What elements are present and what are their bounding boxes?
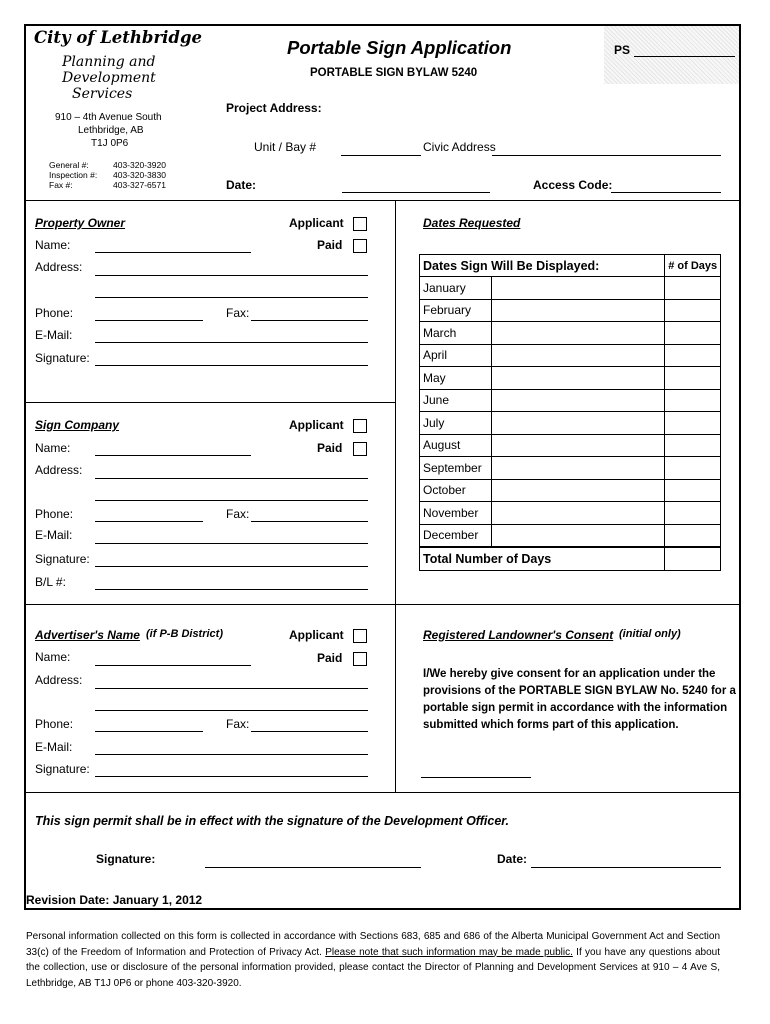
table-row [420,277,721,300]
date-field[interactable] [342,192,490,193]
owner-phone-field[interactable] [95,320,203,321]
dates-entry-cell[interactable] [491,367,665,390]
consent-note: (initial only) [619,628,681,640]
civic-address-label: Civic Address [423,140,496,154]
owner-name-label: Name: [35,238,71,252]
consent-line-2: provisions of the PORTABLE SIGN BYLAW No. 5240 for a [423,685,736,697]
consent-line-1: I/We hereby give consent for an application under the [423,668,716,680]
owner-paid-checkbox[interactable] [353,239,367,253]
month-cell: January [420,277,492,300]
month-cell: August [420,434,492,457]
date-label: Date: [226,178,257,192]
company-signature-label: Signature: [35,552,90,566]
table-row [420,322,721,345]
month-cell: February [420,299,492,322]
dates-entry-cell[interactable] [491,434,665,457]
owner-fax-label: Fax: [226,306,250,320]
owner-applicant-label: Applicant [289,216,344,230]
month-cell: November [420,502,492,525]
owner-email-field[interactable] [95,342,368,343]
days-entry-cell[interactable] [665,457,721,480]
phone-label-fax: Fax #: [49,180,73,190]
dates-entry-cell[interactable] [491,344,665,367]
total-label-cell: Total Number of Days [420,547,665,571]
company-address-label: Address: [35,463,83,477]
advertiser-phone-field[interactable] [95,731,203,732]
table-row [420,367,721,390]
privacy-notice-text-1: Personal information collected on this form is collected in accordance with Sections 683, 685 and 686 of the Alberta Municipal Government Act and Section 33(c) of the Freedom of Information and Protection of Privacy Act. [26,931,720,958]
dates-entry-cell[interactable] [491,277,665,300]
company-email-label: E-Mail: [35,528,73,542]
company-address-field-1[interactable] [95,478,368,479]
company-fax-field[interactable] [251,521,368,522]
company-signature-field[interactable] [95,566,368,567]
month-cell: September [420,457,492,480]
advertiser-phone-label: Phone: [35,717,74,731]
table-row [420,457,721,480]
officer-date-label: Date: [497,852,528,866]
consent-line-3: portable sign permit in accordance with the information [423,702,728,714]
phone-value-inspection: 403-320-3830 [113,170,166,180]
company-applicant-checkbox[interactable] [353,419,367,433]
advertiser-title: Advertiser's Name [35,628,140,642]
days-entry-cell[interactable] [665,479,721,502]
owner-address-field-1[interactable] [95,275,368,276]
days-entry-cell[interactable] [665,502,721,525]
dates-entry-cell[interactable] [491,524,665,547]
owner-paid-label: Paid [317,238,343,252]
dates-entry-cell[interactable] [491,322,665,345]
month-cell: March [420,322,492,345]
access-code-field[interactable] [611,192,721,193]
advertiser-applicant-label: Applicant [289,628,344,642]
table-row [420,412,721,435]
owner-signature-field[interactable] [95,365,368,366]
dates-entry-cell[interactable] [491,457,665,480]
property-owner-title: Property Owner [35,216,126,230]
total-entry-cell[interactable] [665,547,721,571]
company-fax-label: Fax: [226,507,250,521]
phone-value-general: 403-320-3920 [113,160,166,170]
days-entry-cell[interactable] [665,322,721,345]
table-row [420,344,721,367]
ps-label: PS [614,43,631,57]
dates-requested-title: Dates Requested [423,216,521,230]
month-cell: June [420,389,492,412]
owner-email-label: E-Mail: [35,328,73,342]
company-bl-label: B/L #: [35,575,66,589]
officer-date-field[interactable] [531,867,721,868]
table-row [420,479,721,502]
days-entry-cell[interactable] [665,344,721,367]
section-divider-footer [24,792,741,793]
company-phone-field[interactable] [95,521,203,522]
company-address-field-2[interactable] [95,500,368,501]
dates-entry-cell[interactable] [491,299,665,322]
advertiser-name-label: Name: [35,650,71,664]
owner-address-field-2[interactable] [95,297,368,298]
privacy-notice-underlined: Please note that such information may be made public. [325,946,573,958]
company-name-field[interactable] [95,455,251,456]
unit-bay-field[interactable] [341,155,421,156]
month-cell: December [420,524,492,547]
advertiser-name-field[interactable] [95,665,251,666]
form-title: Portable Sign Application [287,37,512,58]
officer-signature-label: Signature: [96,852,156,866]
company-name-label: Name: [35,441,71,455]
total-row [420,547,721,571]
days-entry-cell[interactable] [665,277,721,300]
sign-company-title: Sign Company [35,418,120,432]
section-divider-owner [24,402,396,403]
project-address-label: Project Address: [226,101,322,115]
dates-entry-cell[interactable] [491,479,665,502]
phone-label-general: General #: [49,160,89,170]
month-cell: July [420,412,492,435]
owner-signature-label: Signature: [35,351,90,365]
days-entry-cell[interactable] [665,524,721,547]
ps-field[interactable] [634,56,735,57]
advertiser-signature-label: Signature: [35,762,90,776]
consent-line-4: submitted which forms part of this application. [423,719,679,731]
unit-bay-label: Unit / Bay # [254,140,317,154]
civic-address-field[interactable] [492,155,721,156]
advertiser-applicant-checkbox[interactable] [353,629,367,643]
phone-value-fax: 403-327-6571 [113,180,166,190]
advertiser-fax-field[interactable] [251,731,368,732]
column-divider [395,200,396,792]
advertiser-address-label: Address: [35,673,83,687]
advertiser-paid-label: Paid [317,651,343,665]
address-line-1: 910 – 4th Avenue South [55,112,162,123]
dept-line-3: Services [72,86,133,102]
company-phone-label: Phone: [35,507,74,521]
address-line-3: T1J 0P6 [91,138,129,149]
advertiser-address-field-1[interactable] [95,688,368,689]
privacy-notice-text-2: If you have any questions about the collection, use or disclosure of the personal information provided, please contact the Director of Planning and Development Services at 910 – 4 Ave S, Lethbridge, AB T1J 0P6 or phone 403-320-3920. [26,946,720,989]
advertiser-signature-field[interactable] [95,776,368,777]
owner-name-field[interactable] [95,252,251,253]
company-applicant-label: Applicant [289,418,344,432]
table-row [420,524,721,547]
dates-entry-cell[interactable] [491,412,665,435]
advertiser-email-field[interactable] [95,754,368,755]
officer-signature-field[interactable] [205,867,421,868]
company-paid-label: Paid [317,441,343,455]
owner-applicant-checkbox[interactable] [353,217,367,231]
company-paid-checkbox[interactable] [353,442,367,456]
company-email-field[interactable] [95,543,368,544]
owner-fax-field[interactable] [251,320,368,321]
table-row [420,502,721,525]
days-entry-cell[interactable] [665,299,721,322]
dept-line-2: Development [62,70,156,86]
month-cell: April [420,344,492,367]
phone-label-inspection: Inspection #: [49,170,98,180]
month-cell: October [420,479,492,502]
table-row [420,434,721,457]
dates-header-cell: Dates Sign Will Be Displayed: [420,255,665,277]
days-entry-cell[interactable] [665,434,721,457]
days-entry-cell[interactable] [665,389,721,412]
month-cell: May [420,367,492,390]
advertiser-paid-checkbox[interactable] [353,652,367,666]
days-header-cell: # of Days [665,255,721,277]
advertiser-fax-label: Fax: [226,717,250,731]
dept-line-1: Planning and [62,54,156,70]
access-code-label: Access Code: [533,178,613,192]
owner-address-label: Address: [35,260,83,274]
dates-entry-cell[interactable] [491,502,665,525]
header-divider [24,200,741,201]
advertiser-note: (if P-B District) [146,628,223,640]
company-bl-field[interactable] [95,589,368,590]
owner-phone-label: Phone: [35,306,74,320]
days-entry-cell[interactable] [665,412,721,435]
table-row [420,299,721,322]
advertiser-email-label: E-Mail: [35,740,73,754]
consent-initial-field[interactable] [421,777,531,778]
consent-title: Registered Landowner's Consent [423,628,614,642]
address-line-2: Lethbridge, AB [78,125,144,136]
privacy-notice [26,929,720,991]
form-subtitle: PORTABLE SIGN BYLAW 5240 [310,67,478,79]
dates-entry-cell[interactable] [491,389,665,412]
advertiser-address-field-2[interactable] [95,710,368,711]
org-name: City of Lethbridge [34,28,202,47]
dates-table [419,254,721,571]
table-row [420,389,721,412]
section-divider-company [24,604,741,605]
permit-note: This sign permit shall be in effect with the signature of the Development Officer. [35,814,509,828]
days-entry-cell[interactable] [665,367,721,390]
revision-date: Revision Date: January 1, 2012 [26,893,203,907]
